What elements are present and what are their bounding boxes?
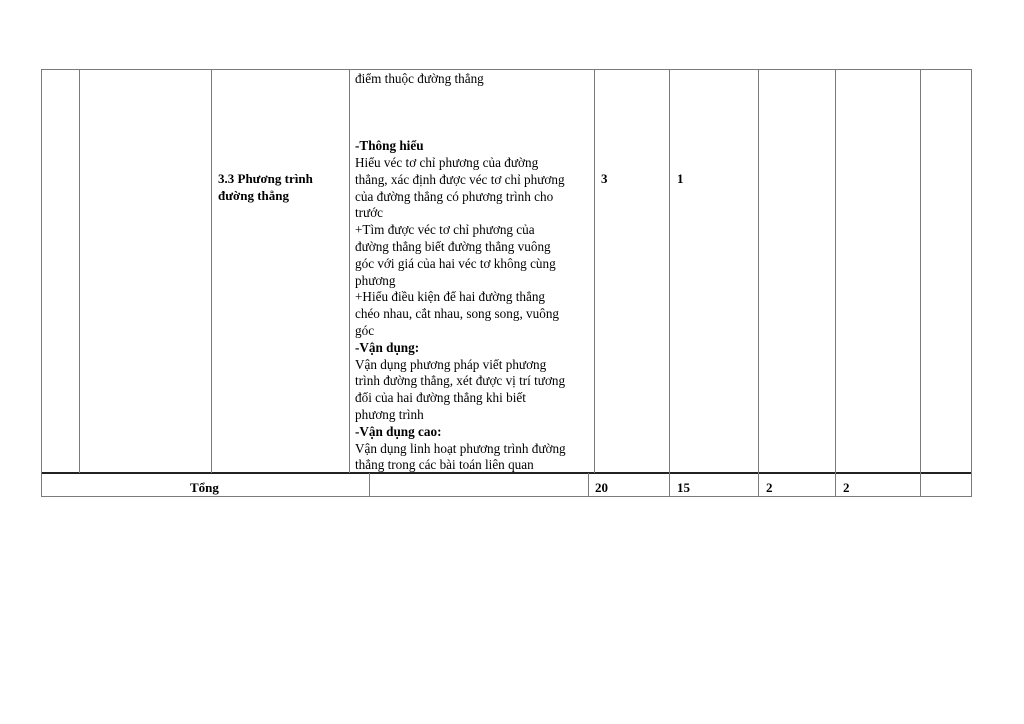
- col-line: [758, 69, 759, 497]
- description-line: thẳng, xác định được véc tơ chỉ phương: [355, 171, 565, 187]
- description-line: góc với giá của hai véc tơ không cùng: [355, 255, 556, 271]
- total-col-line: [369, 473, 370, 497]
- description-line: trình đường thẳng, xét được vị trí tương: [355, 373, 566, 389]
- topic-line-1: 3.3 Phương trình: [218, 171, 313, 186]
- col-line: [349, 69, 350, 473]
- description-line: điểm thuộc đường thẳng: [355, 71, 484, 86]
- col-line: [41, 69, 42, 497]
- description-line: [355, 105, 591, 122]
- description-line: của đường thẳng có phương trình cho: [355, 188, 554, 204]
- description-line: đối của hai đường thẳng khi biết: [355, 390, 526, 406]
- description-line: thẳng trong các bài toán liên quan: [355, 457, 534, 473]
- description-line: +Tìm được véc tơ chỉ phương của: [355, 222, 535, 238]
- total-bottom-border: [41, 496, 972, 497]
- description-line: trước: [355, 205, 384, 221]
- description-line: -Thông hiểu: [355, 138, 424, 154]
- total-value-4: 2: [843, 480, 850, 495]
- count-application: 1: [677, 171, 684, 186]
- total-label: Tổng: [190, 480, 219, 495]
- col-line: [920, 69, 921, 497]
- total-value-1: 20: [595, 480, 608, 495]
- description-line: đường thẳng biết đường thẳng vuông: [355, 238, 551, 254]
- row-top-border: [41, 69, 972, 70]
- col-line: [669, 69, 670, 497]
- description-cell: [355, 71, 591, 474]
- col-line: [79, 69, 80, 473]
- col-line: [594, 69, 595, 473]
- topic-line-2: đường thẳng: [218, 187, 289, 203]
- total-value-3: 2: [766, 480, 773, 495]
- count-comprehension: 3: [601, 171, 608, 186]
- description-line: [355, 88, 591, 105]
- col-line: [211, 69, 212, 473]
- total-value-2: 15: [677, 480, 690, 495]
- description-line: +Hiểu điều kiện để hai đường thẳng: [355, 289, 546, 305]
- col-line: [971, 69, 972, 497]
- description-line: Vận dụng linh hoạt phương trình đường: [355, 440, 566, 456]
- description-line: -Vận dụng:: [355, 339, 420, 355]
- description-line: chéo nhau, cắt nhau, song song, vuông: [355, 306, 560, 322]
- description-line: Vận dụng phương pháp viết phương: [355, 356, 547, 372]
- description-line: [355, 121, 591, 138]
- total-col-line: [588, 473, 589, 497]
- description-line: góc: [355, 322, 375, 338]
- description-line: -Vận dụng cao:: [355, 423, 442, 439]
- topic-cell: [218, 171, 346, 205]
- description-line: phương trình: [355, 406, 424, 422]
- description-line: Hiểu véc tơ chỉ phương của đường: [355, 154, 539, 170]
- description-line: phương: [355, 272, 396, 288]
- col-line: [835, 69, 836, 497]
